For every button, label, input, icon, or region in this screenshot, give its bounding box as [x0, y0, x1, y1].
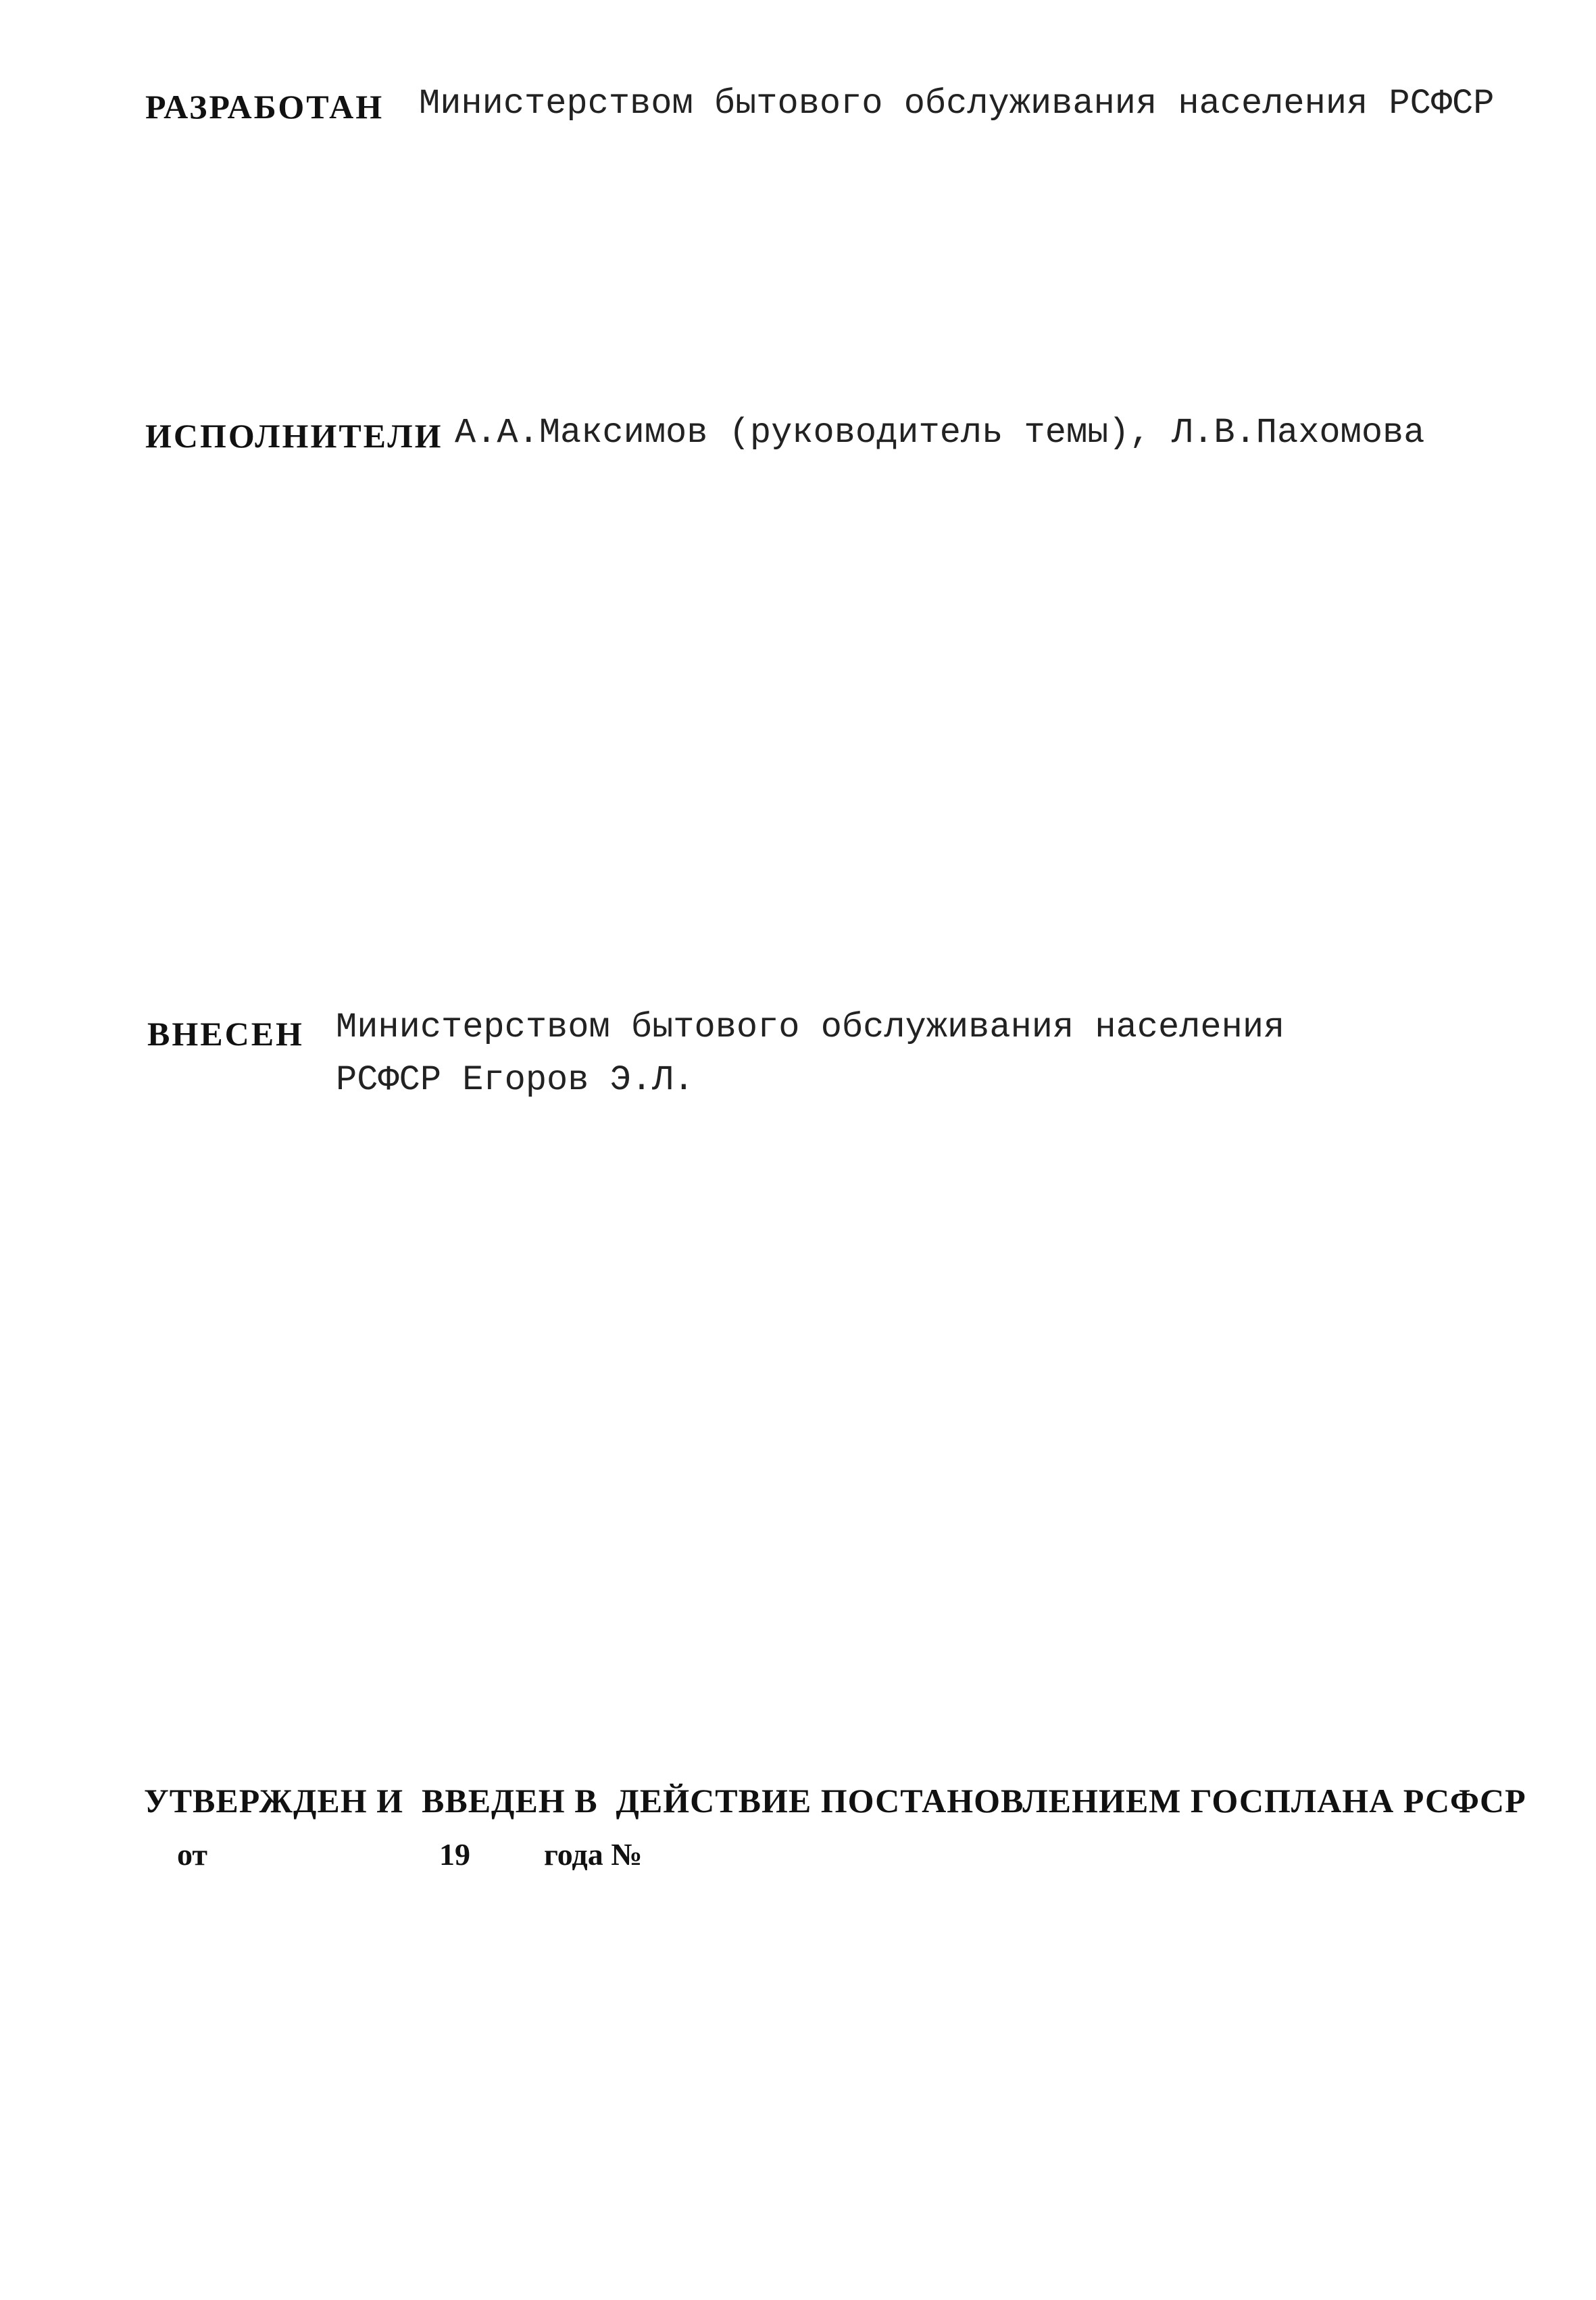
utverzhden-goda-number: года №	[544, 1837, 643, 1872]
vnesen-label: ВНЕСЕН	[147, 1015, 304, 1053]
utverzhden-year-prefix: 19	[439, 1837, 470, 1872]
vnesen-text-line1: Министерством бытового обслуживания населения	[336, 1007, 1285, 1047]
razrabotan-text: Министерством бытового обслуживания населения РСФСР	[419, 84, 1495, 124]
vnesen-text-line2: РСФСР Егоров Э.Л.	[336, 1060, 695, 1100]
utverzhden-label: УТВЕРЖДЕН И ВВЕДЕН В ДЕЙСТВИЕ ПОСТАНОВЛЕНИЕМ ГОСПЛАНА РСФСР	[144, 1782, 1526, 1820]
razrabotan-label: РАЗРАБОТАН	[145, 88, 384, 126]
utverzhden-ot: от	[177, 1837, 207, 1872]
ispolniteli-label: ИСПОЛНИТЕЛИ	[145, 417, 443, 455]
ispolniteli-text: А.А.Максимов (руководитель темы), Л.В.Пахомова	[455, 413, 1425, 453]
